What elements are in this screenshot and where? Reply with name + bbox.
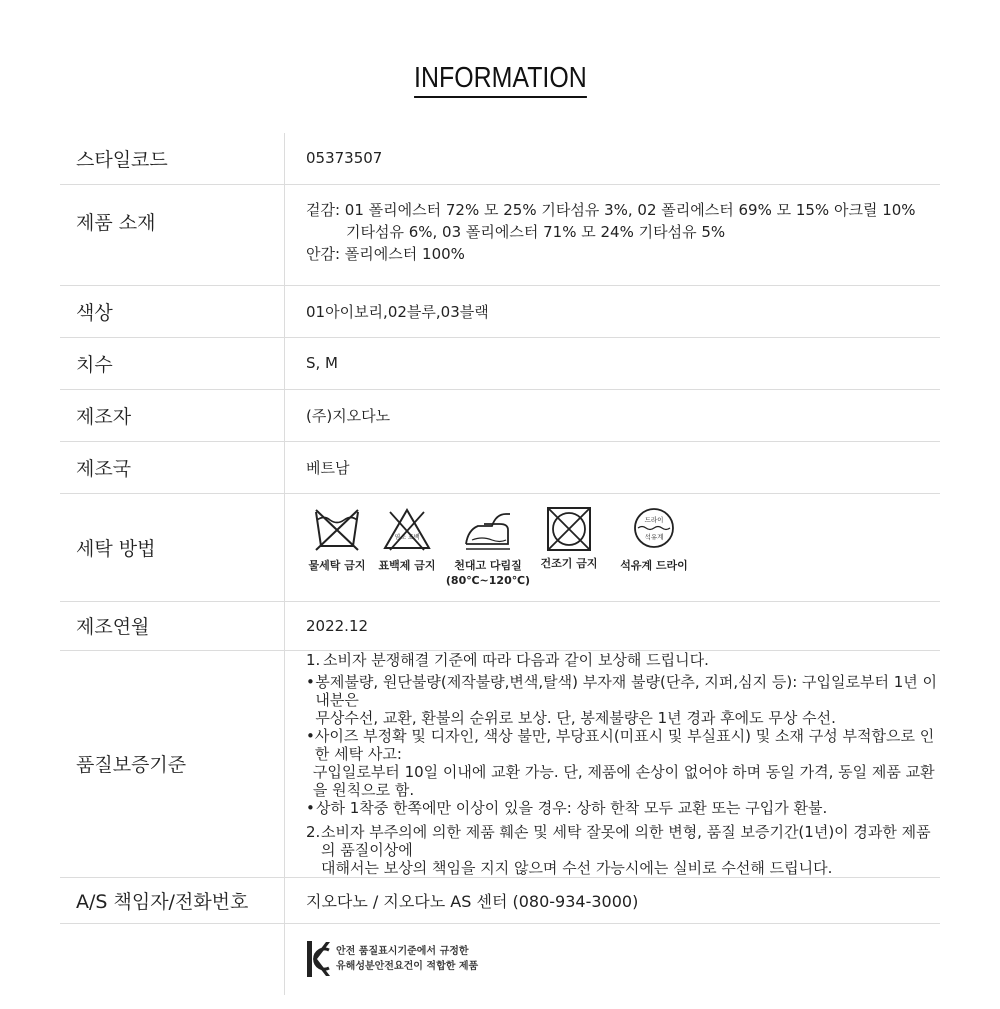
quality-text-1: 소비자 분쟁해결 기준에 따라 다음과 같이 보상해 드립니다. bbox=[323, 650, 709, 669]
dry-clean-inner-bottom: 석유계 bbox=[644, 533, 664, 541]
value-kc bbox=[285, 923, 941, 995]
kc-text-line1: 안전 품질표시기준에서 규정한 bbox=[336, 946, 469, 958]
dry-clean-icon bbox=[632, 506, 676, 550]
caption-iron bbox=[446, 558, 530, 588]
value-quality bbox=[285, 650, 941, 877]
label-material: 제품 소재 bbox=[60, 184, 285, 285]
quality-bullet-2-line2: 구입일로부터 10일 이내에 교환 가능. 단, 제품에 손상이 없어야 하며 동일 가격, 동일 제품 교환을 원칙으로 함. bbox=[312, 762, 935, 799]
material-line-2: 기타섬유 6%, 03 폴리에스터 71% 모 24% 기타섬유 5% bbox=[346, 222, 726, 241]
wash-item-no-bleach bbox=[374, 506, 440, 573]
value-size: S, M bbox=[285, 337, 941, 389]
bleach-inner-text: 염소 표백 bbox=[394, 534, 420, 541]
value-style-code: 05373507 bbox=[285, 133, 941, 184]
value-washing bbox=[285, 493, 941, 601]
caption-no-dry: 건조기 금지 bbox=[540, 557, 598, 570]
label-date: 제조연월 bbox=[60, 601, 285, 650]
no-bleach-icon bbox=[382, 506, 432, 554]
kc-certification bbox=[306, 940, 940, 978]
quality-bullet-1-line2: 무상수선, 교환, 환불의 순위로 보상. 단, 봉제불량은 1년 경과 후에도 무상 수선. bbox=[315, 708, 836, 727]
row-color bbox=[60, 285, 940, 337]
wash-item-no-dry bbox=[536, 506, 602, 571]
row-maker bbox=[60, 389, 940, 441]
label-kc-empty bbox=[60, 923, 285, 995]
kc-text-line2: 유해성분안전요건이 적합한 제품 bbox=[336, 961, 479, 973]
row-kc bbox=[60, 923, 940, 995]
label-as: A/S 책임자/전화번호 bbox=[60, 877, 285, 923]
kc-mark-icon bbox=[306, 940, 330, 978]
quality-bullet-3-line1: 상하 1착중 한쪽에만 이상이 있을 경우: 상하 한착 모두 교환 또는 구입가 환불. bbox=[316, 798, 828, 817]
value-country: 베트남 bbox=[285, 441, 941, 493]
label-maker: 제조자 bbox=[60, 389, 285, 441]
bullet-1: • bbox=[306, 672, 315, 691]
row-date bbox=[60, 601, 940, 650]
no-tumble-dry-icon bbox=[546, 506, 592, 552]
row-as bbox=[60, 877, 940, 923]
washing-icons bbox=[306, 506, 940, 588]
quality-item-2 bbox=[306, 823, 940, 877]
label-country: 제조국 bbox=[60, 441, 285, 493]
row-material bbox=[60, 184, 940, 285]
dry-clean-inner-top: 드라이 bbox=[644, 516, 664, 524]
value-material bbox=[285, 184, 941, 285]
value-as: 지오다노 / 지오다노 AS 센터 (080-934-3000) bbox=[285, 877, 941, 923]
row-style-code bbox=[60, 133, 940, 184]
wash-item-iron bbox=[445, 506, 531, 588]
kc-text bbox=[336, 944, 478, 974]
row-size bbox=[60, 337, 940, 389]
caption-dry-clean: 석유계 드라이 bbox=[620, 559, 688, 572]
caption-no-water: 물세탁 금지 bbox=[308, 559, 366, 572]
iron-icon bbox=[462, 506, 514, 554]
quality-number-1: 1. bbox=[306, 650, 321, 669]
quality-item-1 bbox=[306, 651, 940, 669]
quality-bullet-2 bbox=[306, 727, 940, 799]
label-quality: 품질보증기준 bbox=[60, 650, 285, 877]
row-country bbox=[60, 441, 940, 493]
quality-number-2: 2. bbox=[306, 822, 321, 841]
row-quality bbox=[60, 650, 940, 877]
row-washing bbox=[60, 493, 940, 601]
label-style-code: 스타일코드 bbox=[60, 133, 285, 184]
quality-bullet-3 bbox=[306, 799, 940, 817]
value-date: 2022.12 bbox=[285, 601, 941, 650]
value-maker: (주)지오다노 bbox=[285, 389, 941, 441]
info-table bbox=[60, 133, 940, 995]
no-water-wash-icon bbox=[313, 506, 361, 554]
wash-item-no-water bbox=[306, 506, 368, 573]
material-line-1: 겉감: 01 폴리에스터 72% 모 25% 기타섬유 3%, 02 폴리에스터 69% 모 15% 아크릴 10% bbox=[306, 200, 916, 219]
label-size: 치수 bbox=[60, 337, 285, 389]
page-title: INFORMATION bbox=[0, 62, 1000, 98]
caption-iron-line1: 천대고 다림질 bbox=[454, 559, 522, 572]
bullet-2: • bbox=[306, 726, 315, 745]
caption-iron-line2: (80℃~120℃) bbox=[445, 574, 531, 587]
quality-bullet-2-line1: 사이즈 부정확 및 디자인, 색상 불만, 부당표시(미표시 및 부실표시) 및 소재 구성 부적합으로 인한 세탁 사고: bbox=[314, 726, 935, 763]
quality-text-2-line2: 대해서는 보상의 책임을 지지 않으며 수선 가능시에는 실비로 수선해 드립니다. bbox=[321, 858, 833, 877]
quality-bullet-1-line1: 봉제불량, 원단불량(제작불량,변색,탈색) 부자재 불량(단추, 지퍼,심지 등): 구입일로부터 1년 이내분은 bbox=[315, 672, 938, 709]
label-washing: 세탁 방법 bbox=[60, 493, 285, 601]
caption-no-bleach: 표백제 금지 bbox=[378, 559, 436, 572]
quality-bullet-1 bbox=[306, 673, 940, 727]
wash-item-dry-clean bbox=[614, 506, 694, 573]
label-color: 색상 bbox=[60, 285, 285, 337]
quality-text-2-line1: 소비자 부주의에 의한 제품 훼손 및 세탁 잘못에 의한 변형, 품질 보증기간(1년)이 경과한 제품의 품질이상에 bbox=[321, 822, 931, 859]
bullet-3: • bbox=[306, 798, 315, 817]
value-color: 01아이보리,02블루,03블랙 bbox=[285, 285, 941, 337]
material-line-3: 안감: 폴리에스터 100% bbox=[306, 244, 465, 263]
